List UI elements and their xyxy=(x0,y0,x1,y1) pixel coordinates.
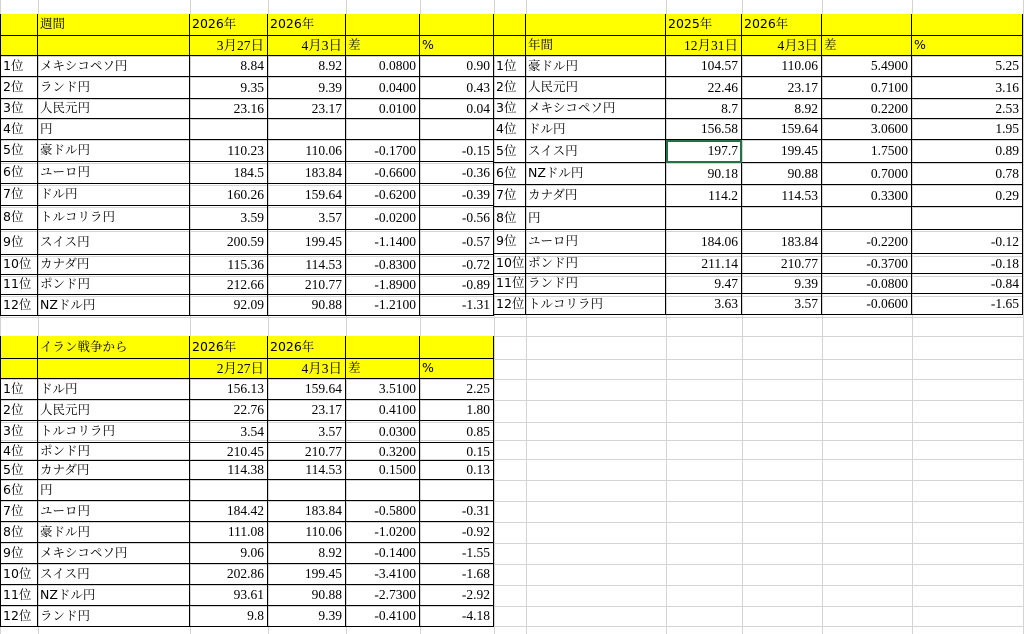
diff-cell[interactable]: 0.0400 xyxy=(346,77,420,99)
yearly-header-row-1 xyxy=(494,14,1023,36)
yearly-pct-header[interactable]: % xyxy=(912,36,1023,56)
pct-cell[interactable]: 0.43 xyxy=(420,77,494,99)
rate-a-cell[interactable]: 3.59 xyxy=(190,206,268,230)
rank-cell[interactable]: 7位 xyxy=(494,185,526,207)
weekly-diff-header[interactable]: 差 xyxy=(346,36,420,56)
rate-b-cell[interactable]: 90.88 xyxy=(742,163,822,185)
pct-cell[interactable]: 2.53 xyxy=(912,99,1023,119)
rate-a-cell[interactable]: 9.35 xyxy=(190,77,268,99)
pct-cell[interactable]: 0.29 xyxy=(912,185,1023,207)
currency-cell[interactable]: メキシコペソ円 xyxy=(38,56,190,77)
diff-cell[interactable]: 0.1500 xyxy=(346,461,420,480)
weekly-title[interactable]: 週間 xyxy=(38,14,190,36)
table-row xyxy=(494,207,1023,230)
table-row xyxy=(0,77,494,99)
rate-a-cell[interactable]: 156.58 xyxy=(666,119,742,140)
pct-cell[interactable]: 0.90 xyxy=(420,56,494,77)
yearly-year-a[interactable]: 2025年 xyxy=(666,14,742,36)
pct-cell[interactable]: -2.92 xyxy=(420,585,494,606)
rate-a-cell[interactable]: 160.26 xyxy=(190,184,268,206)
header-cell[interactable] xyxy=(0,336,38,359)
rank-cell[interactable]: 4位 xyxy=(0,443,38,461)
currency-cell[interactable]: 円 xyxy=(38,119,190,140)
diff-cell[interactable]: -0.5800 xyxy=(346,501,420,522)
table-row xyxy=(0,564,494,585)
weekly-header-row-1 xyxy=(0,14,494,36)
rate-a-cell[interactable]: 114.2 xyxy=(666,185,742,207)
pct-cell[interactable]: -0.12 xyxy=(912,230,1023,254)
war-pct-header[interactable]: % xyxy=(420,359,494,379)
table-row xyxy=(494,77,1023,99)
pct-cell[interactable] xyxy=(420,119,494,140)
rate-b-cell[interactable]: 183.84 xyxy=(268,162,346,184)
pct-cell[interactable]: -0.31 xyxy=(420,501,494,522)
table-row xyxy=(0,606,494,627)
header-cell[interactable] xyxy=(38,359,190,379)
diff-cell[interactable]: -2.7300 xyxy=(346,585,420,606)
yearly-date-b[interactable]: 4月3日 xyxy=(742,36,822,56)
rate-b-cell[interactable]: 114.53 xyxy=(268,461,346,480)
table-row xyxy=(0,585,494,606)
diff-cell[interactable]: -0.6600 xyxy=(346,162,420,184)
pct-cell[interactable]: 0.89 xyxy=(912,140,1023,163)
pct-cell[interactable]: -0.72 xyxy=(420,255,494,275)
rate-b-cell[interactable]: 23.17 xyxy=(742,77,822,99)
rank-cell[interactable]: 4位 xyxy=(0,119,38,140)
rank-cell[interactable]: 5位 xyxy=(0,140,38,162)
currency-cell[interactable]: ランド円 xyxy=(38,77,190,99)
header-cell[interactable] xyxy=(0,359,38,379)
diff-cell[interactable]: -1.0200 xyxy=(346,522,420,543)
rate-b-cell[interactable]: 9.39 xyxy=(742,274,822,294)
rank-cell[interactable]: 9位 xyxy=(494,230,526,254)
table-row xyxy=(494,140,1023,163)
table-row xyxy=(0,230,494,255)
rank-cell[interactable]: 7位 xyxy=(0,501,38,522)
currency-cell[interactable]: ランド円 xyxy=(526,274,666,294)
pct-cell[interactable]: -0.15 xyxy=(420,140,494,162)
rate-b-cell[interactable]: 9.39 xyxy=(268,606,346,627)
rate-b-cell[interactable]: 159.64 xyxy=(268,379,346,400)
currency-cell[interactable]: トルコリラ円 xyxy=(38,206,190,230)
rate-b-cell[interactable]: 210.77 xyxy=(268,443,346,461)
rate-a-cell[interactable]: 93.61 xyxy=(190,585,268,606)
currency-cell[interactable]: 人民元円 xyxy=(38,99,190,119)
rate-a-cell[interactable]: 111.08 xyxy=(190,522,268,543)
rate-a-cell[interactable]: 23.16 xyxy=(190,99,268,119)
pct-cell[interactable]: -0.84 xyxy=(912,274,1023,294)
currency-cell[interactable]: 豪ドル円 xyxy=(526,56,666,77)
diff-cell[interactable]: 0.2200 xyxy=(822,99,912,119)
yearly-date-a[interactable]: 12月31日 xyxy=(666,36,742,56)
currency-cell[interactable]: カナダ円 xyxy=(526,185,666,207)
rank-cell[interactable]: 5位 xyxy=(494,140,526,163)
rank-cell[interactable]: 12位 xyxy=(494,294,526,315)
rate-a-cell[interactable]: 92.09 xyxy=(190,295,268,316)
table-row xyxy=(0,522,494,543)
rank-cell[interactable]: 1位 xyxy=(0,56,38,77)
currency-cell[interactable]: 円 xyxy=(526,207,666,230)
header-cell[interactable] xyxy=(346,336,420,359)
header-cell[interactable] xyxy=(420,336,494,359)
rate-a-cell[interactable]: 110.23 xyxy=(190,140,268,162)
rate-b-cell[interactable]: 90.88 xyxy=(268,585,346,606)
rate-b-cell[interactable]: 199.45 xyxy=(268,564,346,585)
pct-cell[interactable] xyxy=(912,207,1023,230)
diff-cell[interactable]: 0.3300 xyxy=(822,185,912,207)
rank-cell[interactable]: 10位 xyxy=(0,255,38,275)
currency-cell[interactable]: ランド円 xyxy=(38,606,190,627)
diff-cell[interactable]: -0.1700 xyxy=(346,140,420,162)
table-row xyxy=(494,294,1023,315)
rate-b-cell[interactable]: 110.06 xyxy=(742,56,822,77)
rate-a-cell[interactable]: 3.54 xyxy=(190,421,268,443)
currency-cell[interactable]: ポンド円 xyxy=(38,275,190,295)
rate-b-cell[interactable]: 8.92 xyxy=(268,543,346,564)
rank-cell[interactable]: 12位 xyxy=(0,295,38,316)
weekly-header-row-2 xyxy=(0,36,494,56)
pct-cell[interactable]: 0.04 xyxy=(420,99,494,119)
table-row xyxy=(0,400,494,421)
rate-b-cell[interactable]: 9.39 xyxy=(268,77,346,99)
diff-cell[interactable]: -3.4100 xyxy=(346,564,420,585)
rate-b-cell[interactable] xyxy=(268,119,346,140)
table-row xyxy=(0,99,494,119)
rate-b-cell[interactable] xyxy=(268,480,346,501)
table-row xyxy=(0,119,494,140)
currency-cell[interactable]: ユーロ円 xyxy=(38,162,190,184)
currency-cell[interactable]: 人民元円 xyxy=(526,77,666,99)
table-row xyxy=(0,421,494,443)
pct-cell[interactable]: -0.36 xyxy=(420,162,494,184)
rate-a-cell[interactable]: 211.14 xyxy=(666,254,742,274)
diff-cell[interactable]: 0.3200 xyxy=(346,443,420,461)
rank-cell[interactable]: 1位 xyxy=(494,56,526,77)
table-row xyxy=(494,163,1023,185)
diff-cell[interactable]: -0.0200 xyxy=(346,206,420,230)
war-date-a[interactable]: 2月27日 xyxy=(190,359,268,379)
diff-cell[interactable]: 0.0300 xyxy=(346,421,420,443)
rate-b-cell[interactable]: 183.84 xyxy=(268,501,346,522)
rate-b-cell[interactable]: 159.64 xyxy=(742,119,822,140)
rank-cell[interactable]: 5位 xyxy=(0,461,38,480)
pct-cell[interactable]: 5.25 xyxy=(912,56,1023,77)
rank-cell[interactable]: 3位 xyxy=(0,421,38,443)
diff-cell[interactable]: -1.2100 xyxy=(346,295,420,316)
rate-a-cell[interactable]: 200.59 xyxy=(190,230,268,255)
pct-cell[interactable]: -0.56 xyxy=(420,206,494,230)
rank-cell[interactable]: 6位 xyxy=(0,162,38,184)
currency-cell[interactable]: ドル円 xyxy=(38,379,190,400)
table-row xyxy=(0,480,494,501)
table-row xyxy=(0,461,494,480)
rank-cell[interactable]: 9位 xyxy=(0,543,38,564)
currency-cell[interactable]: メキシコペソ円 xyxy=(526,99,666,119)
rate-b-cell[interactable]: 8.92 xyxy=(742,99,822,119)
rank-cell[interactable]: 3位 xyxy=(0,99,38,119)
currency-cell[interactable]: ユーロ円 xyxy=(526,230,666,254)
rank-cell[interactable]: 4位 xyxy=(494,119,526,140)
currency-cell[interactable]: カナダ円 xyxy=(38,461,190,480)
currency-cell[interactable]: 人民元円 xyxy=(38,400,190,421)
diff-cell[interactable]: -0.0600 xyxy=(822,294,912,315)
header-cell[interactable] xyxy=(494,14,526,36)
rate-b-cell[interactable]: 114.53 xyxy=(742,185,822,207)
pct-cell[interactable]: -1.65 xyxy=(912,294,1023,315)
rank-cell[interactable]: 2位 xyxy=(494,77,526,99)
table-row xyxy=(494,254,1023,274)
table-row xyxy=(0,255,494,275)
currency-cell[interactable]: ドル円 xyxy=(38,184,190,206)
header-cell[interactable] xyxy=(494,36,526,56)
header-cell[interactable] xyxy=(346,14,420,36)
currency-cell[interactable]: スイス円 xyxy=(526,140,666,163)
currency-cell[interactable]: ドル円 xyxy=(526,119,666,140)
rate-a-cell[interactable] xyxy=(190,480,268,501)
currency-cell[interactable]: ポンド円 xyxy=(526,254,666,274)
diff-cell[interactable]: -0.3700 xyxy=(822,254,912,274)
rate-b-cell[interactable]: 3.57 xyxy=(268,421,346,443)
rate-b-cell[interactable]: 23.17 xyxy=(268,99,346,119)
currency-cell[interactable]: 豪ドル円 xyxy=(38,522,190,543)
rate-b-cell[interactable]: 110.06 xyxy=(268,140,346,162)
rate-b-cell[interactable]: 199.45 xyxy=(742,140,822,163)
rank-cell[interactable]: 11位 xyxy=(0,585,38,606)
diff-cell[interactable]: -0.8300 xyxy=(346,255,420,275)
rank-cell[interactable]: 2位 xyxy=(0,77,38,99)
pct-cell[interactable]: -0.39 xyxy=(420,184,494,206)
rate-a-cell[interactable] xyxy=(190,119,268,140)
weekly-date-b[interactable]: 4月3日 xyxy=(268,36,346,56)
diff-cell[interactable]: 1.7500 xyxy=(822,140,912,163)
header-cell[interactable] xyxy=(822,14,912,36)
table-row xyxy=(0,162,494,184)
rate-b-cell[interactable]: 90.88 xyxy=(268,295,346,316)
table-row xyxy=(494,230,1023,254)
rate-a-cell[interactable]: 3.63 xyxy=(666,294,742,315)
rank-cell[interactable]: 1位 xyxy=(0,379,38,400)
table-row xyxy=(0,443,494,461)
table-row xyxy=(0,295,494,316)
rate-b-cell[interactable] xyxy=(742,207,822,230)
diff-cell[interactable]: 0.0800 xyxy=(346,56,420,77)
rank-cell[interactable]: 7位 xyxy=(0,184,38,206)
header-cell[interactable] xyxy=(526,14,666,36)
pct-cell[interactable]: 0.78 xyxy=(912,163,1023,185)
weekly-year-a[interactable]: 2026年 xyxy=(190,14,268,36)
pct-cell[interactable]: -1.68 xyxy=(420,564,494,585)
rate-a-cell[interactable]: 22.76 xyxy=(190,400,268,421)
rate-b-cell[interactable]: 159.64 xyxy=(268,184,346,206)
rate-b-cell[interactable]: 23.17 xyxy=(268,400,346,421)
pct-cell[interactable]: 3.16 xyxy=(912,77,1023,99)
diff-cell[interactable]: -0.1400 xyxy=(346,543,420,564)
header-cell[interactable] xyxy=(0,36,38,56)
pct-cell[interactable]: -0.92 xyxy=(420,522,494,543)
header-cell[interactable] xyxy=(420,14,494,36)
rate-a-cell[interactable]: 212.66 xyxy=(190,275,268,295)
diff-cell[interactable]: 0.0100 xyxy=(346,99,420,119)
rank-cell[interactable]: 8位 xyxy=(0,522,38,543)
rank-cell[interactable]: 12位 xyxy=(0,606,38,627)
rate-b-cell[interactable]: 3.57 xyxy=(268,206,346,230)
war-diff-header[interactable]: 差 xyxy=(346,359,420,379)
pct-cell[interactable]: 1.80 xyxy=(420,400,494,421)
pct-cell[interactable]: 0.85 xyxy=(420,421,494,443)
rate-a-cell[interactable]: 115.36 xyxy=(190,255,268,275)
diff-cell[interactable] xyxy=(346,119,420,140)
table-row xyxy=(494,185,1023,207)
pct-cell[interactable]: 1.95 xyxy=(912,119,1023,140)
diff-cell[interactable]: -0.6200 xyxy=(346,184,420,206)
diff-cell[interactable]: 0.7100 xyxy=(822,77,912,99)
rate-a-cell[interactable]: 184.06 xyxy=(666,230,742,254)
diff-cell[interactable]: -1.8900 xyxy=(346,275,420,295)
rank-cell[interactable]: 9位 xyxy=(0,230,38,255)
rate-a-cell[interactable]: 104.57 xyxy=(666,56,742,77)
table-row xyxy=(494,99,1023,119)
diff-cell[interactable]: 0.4100 xyxy=(346,400,420,421)
pct-cell[interactable]: -1.31 xyxy=(420,295,494,316)
rank-cell[interactable]: 6位 xyxy=(0,480,38,501)
diff-cell[interactable]: 0.7000 xyxy=(822,163,912,185)
currency-cell[interactable]: カナダ円 xyxy=(38,255,190,275)
war-header-row-1 xyxy=(0,336,494,359)
rate-a-cell[interactable] xyxy=(666,207,742,230)
rate-a-cell[interactable]: 202.86 xyxy=(190,564,268,585)
table-row xyxy=(494,56,1023,77)
weekly-pct-header[interactable]: % xyxy=(420,36,494,56)
rate-b-cell[interactable]: 210.77 xyxy=(742,254,822,274)
yearly-header-row-2 xyxy=(494,36,1023,56)
war-header-row-2 xyxy=(0,359,494,379)
currency-cell[interactable]: トルコリラ円 xyxy=(526,294,666,315)
currency-cell[interactable]: 円 xyxy=(38,480,190,501)
currency-cell[interactable]: 豪ドル円 xyxy=(38,140,190,162)
rate-a-cell[interactable]: 184.42 xyxy=(190,501,268,522)
diff-cell[interactable]: -0.4100 xyxy=(346,606,420,627)
table-row xyxy=(0,140,494,162)
war-year-b[interactable]: 2026年 xyxy=(268,336,346,359)
rank-cell[interactable]: 8位 xyxy=(0,206,38,230)
currency-cell[interactable]: メキシコペソ円 xyxy=(38,543,190,564)
yearly-title[interactable]: 年間 xyxy=(526,36,666,56)
war-title[interactable]: イラン戦争から xyxy=(38,336,190,359)
table-row xyxy=(494,274,1023,294)
currency-cell[interactable]: NZドル円 xyxy=(526,163,666,185)
yearly-year-b[interactable]: 2026年 xyxy=(742,14,822,36)
rank-cell[interactable]: 11位 xyxy=(494,274,526,294)
table-row xyxy=(0,501,494,522)
table-row xyxy=(0,275,494,295)
weekly-year-b[interactable]: 2026年 xyxy=(268,14,346,36)
currency-cell[interactable]: スイス円 xyxy=(38,230,190,255)
table-row xyxy=(494,119,1023,140)
diff-cell[interactable] xyxy=(822,207,912,230)
rate-a-cell[interactable]: 90.18 xyxy=(666,163,742,185)
rate-a-cell[interactable]: 184.5 xyxy=(190,162,268,184)
weekly-date-a[interactable]: 3月27日 xyxy=(190,36,268,56)
header-cell[interactable] xyxy=(38,36,190,56)
header-cell[interactable] xyxy=(912,14,1023,36)
rank-cell[interactable]: 11位 xyxy=(0,275,38,295)
diff-cell[interactable]: 3.0600 xyxy=(822,119,912,140)
war-date-b[interactable]: 4月3日 xyxy=(268,359,346,379)
rate-a-cell[interactable]: 8.84 xyxy=(190,56,268,77)
pct-cell[interactable]: -0.57 xyxy=(420,230,494,255)
rank-cell[interactable]: 8位 xyxy=(494,207,526,230)
pct-cell[interactable]: -4.18 xyxy=(420,606,494,627)
currency-cell[interactable]: NZドル円 xyxy=(38,295,190,316)
rate-a-cell[interactable]: 114.38 xyxy=(190,461,268,480)
pct-cell[interactable]: -0.89 xyxy=(420,275,494,295)
rate-b-cell[interactable]: 114.53 xyxy=(268,255,346,275)
rank-cell[interactable]: 10位 xyxy=(0,564,38,585)
diff-cell[interactable] xyxy=(346,480,420,501)
table-row xyxy=(0,543,494,564)
rate-a-cell[interactable]: 156.13 xyxy=(190,379,268,400)
pct-cell[interactable]: 0.13 xyxy=(420,461,494,480)
pct-cell[interactable]: 2.25 xyxy=(420,379,494,400)
pct-cell[interactable]: -0.18 xyxy=(912,254,1023,274)
rank-cell[interactable]: 10位 xyxy=(494,254,526,274)
pct-cell[interactable] xyxy=(420,480,494,501)
header-cell[interactable] xyxy=(0,14,38,36)
currency-cell[interactable]: ポンド円 xyxy=(38,443,190,461)
rank-cell[interactable]: 3位 xyxy=(494,99,526,119)
rate-a-cell[interactable]: 22.46 xyxy=(666,77,742,99)
rate-b-cell[interactable]: 183.84 xyxy=(742,230,822,254)
rate-a-cell[interactable]: 9.06 xyxy=(190,543,268,564)
currency-cell[interactable]: スイス円 xyxy=(38,564,190,585)
diff-cell[interactable]: 5.4900 xyxy=(822,56,912,77)
rate-a-cell[interactable]: 210.45 xyxy=(190,443,268,461)
rate-a-cell[interactable]: 197.7 xyxy=(666,140,742,163)
table-row xyxy=(0,56,494,77)
pct-cell[interactable]: 0.15 xyxy=(420,443,494,461)
rate-b-cell[interactable]: 110.06 xyxy=(268,522,346,543)
diff-cell[interactable]: -0.0800 xyxy=(822,274,912,294)
diff-cell[interactable]: -1.1400 xyxy=(346,230,420,255)
war-year-a[interactable]: 2026年 xyxy=(190,336,268,359)
rate-a-cell[interactable]: 9.8 xyxy=(190,606,268,627)
rate-b-cell[interactable]: 210.77 xyxy=(268,275,346,295)
rate-a-cell[interactable]: 9.47 xyxy=(666,274,742,294)
rank-cell[interactable]: 6位 xyxy=(494,163,526,185)
rate-a-cell[interactable]: 8.7 xyxy=(666,99,742,119)
table-row xyxy=(0,184,494,206)
pct-cell[interactable]: -1.55 xyxy=(420,543,494,564)
table-row xyxy=(0,206,494,230)
table-row xyxy=(0,379,494,400)
currency-cell[interactable]: ユーロ円 xyxy=(38,501,190,522)
rate-b-cell[interactable]: 8.92 xyxy=(268,56,346,77)
currency-cell[interactable]: NZドル円 xyxy=(38,585,190,606)
rank-cell[interactable]: 2位 xyxy=(0,400,38,421)
rate-b-cell[interactable]: 199.45 xyxy=(268,230,346,255)
currency-cell[interactable]: トルコリラ円 xyxy=(38,421,190,443)
rate-b-cell[interactable]: 3.57 xyxy=(742,294,822,315)
diff-cell[interactable]: -0.2200 xyxy=(822,230,912,254)
diff-cell[interactable]: 3.5100 xyxy=(346,379,420,400)
yearly-diff-header[interactable]: 差 xyxy=(822,36,912,56)
